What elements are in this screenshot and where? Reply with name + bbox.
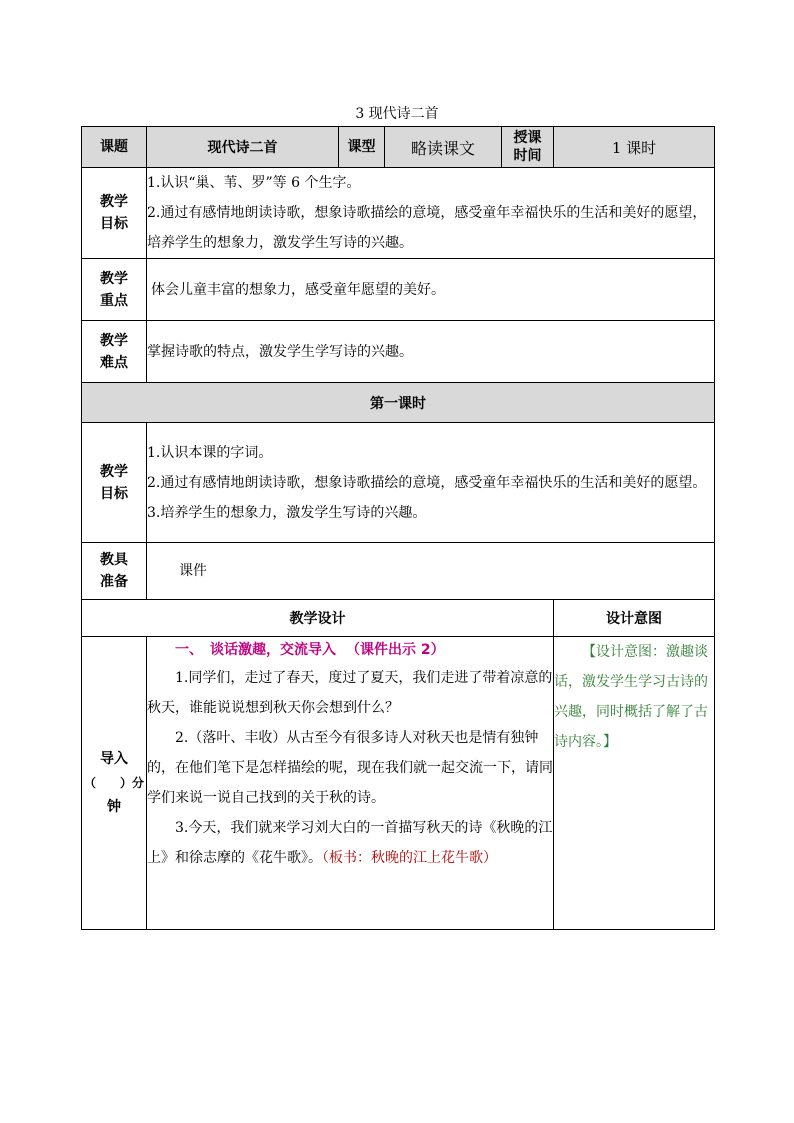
first-lesson-row [82,383,715,423]
intent-column-header: 设计意图 [554,600,715,637]
goals-row [82,168,715,259]
difficulties-row [82,321,715,383]
difficulties-label-line2: 难点 [100,354,128,371]
intro-section-row [82,637,715,930]
document-title: 3 现代诗二首 [355,106,439,122]
step-title: 一、 谈话激趣，交流导入 [175,642,336,658]
board-note: （板书：秋晚的江上花牛歌） [322,850,497,866]
goals-content [147,168,715,259]
intro-design-content [147,637,554,930]
tools-row [82,543,715,600]
first-lesson-goals-label [82,423,147,543]
goals-label [82,168,147,259]
intro-paragraph [147,813,553,873]
lesson-plan-table [81,126,715,930]
step-heading [147,637,553,663]
tools-label [82,543,147,600]
first-lesson-heading: 第一课时 [82,383,715,423]
first-lesson-goals-row [82,423,715,543]
tools-label-line2: 准备 [100,574,128,590]
first-lesson-goals-label-line1: 教学 [100,463,128,480]
topic-value: 现代诗二首 [147,127,339,168]
difficulties-label [82,321,147,383]
first-lesson-goal-item: 3.培养学生的想象力，激发学生写诗的兴趣。 [147,504,427,521]
key-points-text: 体会儿童丰富的想象力，感受童年愿望的美好。 [147,259,715,321]
topic-label: 课题 [82,127,147,168]
goals-label-line1: 教学 [100,194,128,210]
difficulties-text: 掌握诗歌的特点，激发学生学写诗的兴趣。 [147,321,715,383]
intro-label-line3: 钟 [107,799,121,815]
time-label-line2: 时间 [513,148,542,164]
intro-label-line2: （ ）分 [83,776,144,790]
type-label: 课型 [339,127,385,168]
key-points-row [82,259,715,321]
key-points-label-line2: 重点 [100,292,128,309]
tools-value: 课件 [147,543,715,600]
step-note: （课件出示 2） [346,642,445,658]
design-column-header: 教学设计 [82,600,554,637]
first-lesson-goal-item: 2.通过有感情地朗读诗歌，想象诗歌描绘的意境，感受童年幸福快乐的生活和美好的愿望。 [147,474,707,491]
tools-label-line1: 教具 [100,552,128,568]
difficulties-label-line1: 教学 [100,332,128,349]
goal-item: 2.通过有感情地朗读诗歌，想象诗歌描绘的意境，感受童年幸福快乐的生活和美好的愿望，培养学生的想象力，激发学生写诗的兴趣。 [147,205,707,251]
para3-main: 3.今天，我们就来学习刘大白的一首描写秋天的诗《秋晚的江上》和徐志摩的《花牛歌》。 [147,820,553,866]
time-label-line1: 授课 [513,130,542,146]
first-lesson-goals-label-line2: 目标 [100,485,128,502]
first-lesson-goal-item: 1.认识本课的字词。 [147,444,273,461]
intro-paragraph: 1.同学们，走过了春天，度过了夏天，我们走进了带着凉意的秋天，谁能说说想到秋天你会想到什么？ [147,670,553,716]
first-lesson-goals-content [147,423,715,543]
intro-section-label [82,637,147,930]
intro-label-line1: 导入 [100,751,128,767]
design-header-row [82,600,715,637]
key-points-label-line1: 教学 [100,270,128,287]
time-value: 1 课时 [554,127,715,168]
goals-label-line2: 目标 [100,216,128,232]
intro-intent-content: 【设计意图：激趣谈话，激发学生学习古诗的兴趣，同时概括了解了古诗内容。】 [554,637,715,930]
time-label [502,127,554,168]
key-points-label [82,259,147,321]
type-value: 略读课文 [385,127,502,168]
header-row [82,127,715,168]
intro-paragraph: 2.（落叶、丰收）从古至今有很多诗人对秋天也是情有独钟的，在他们笔下是怎样描绘的呢，现在我们就一起交流一下，请同学们来说一说自己找到的关于秋的诗。 [147,730,553,806]
goal-item: 1.认识“巢、苇、罗”等 6 个生字。 [147,175,361,191]
